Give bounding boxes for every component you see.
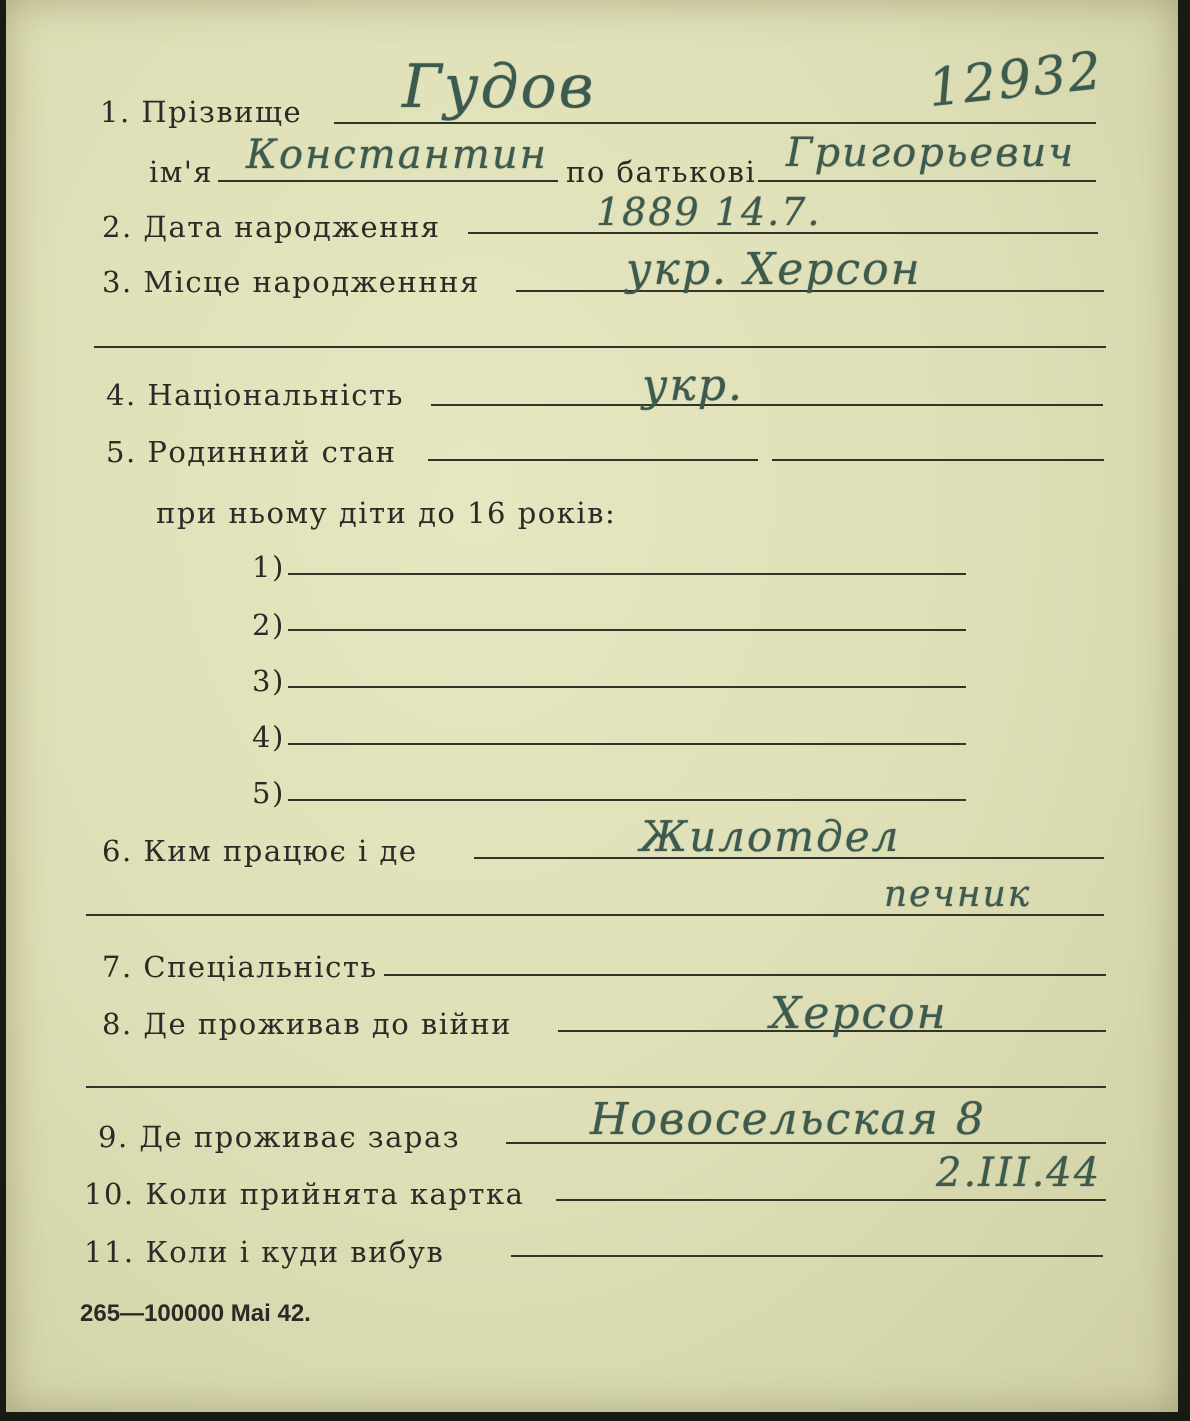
patronymic-label: по батькові [566,155,757,189]
child-3-line [288,686,966,688]
record-number: 12932 [925,40,1107,120]
family-status-line [428,459,758,461]
first-name-line [218,180,558,182]
family-status-label: 5. Родинний стан [106,435,397,469]
current-residence-label: 9. Де проживає зараз [98,1120,461,1154]
birth-date-value: 1889 14.7. [596,190,822,234]
patronymic-value: Григорьевич [786,130,1076,176]
current-residence-value: Новосельская 8 [590,1094,986,1145]
nationality-line [431,404,1103,406]
child-4-label: 4) [252,720,285,754]
first-name-value: Константин [246,132,548,178]
child-1-label: 1) [252,550,285,584]
first-name-label: ім'я [149,155,214,189]
nationality-value: укр. [642,360,744,411]
surname-value: Гудов [402,52,596,122]
child-3-label: 3) [252,664,285,698]
birth-place-line-2 [94,346,1106,348]
child-2-line [288,629,966,631]
prewar-residence-line-2 [86,1086,1106,1088]
prewar-residence-label: 8. Де проживав до війни [102,1007,512,1041]
specialty-label: 7. Спеціальність [102,950,378,984]
registration-card [6,0,1178,1412]
child-4-line [288,743,966,745]
print-run-footer: 265—100000 Mai 42. [80,1300,311,1327]
surname-label: 1. Прізвище [100,95,303,129]
birth-date-label: 2. Дата народження [102,210,441,244]
patronymic-line [758,180,1096,182]
child-2-label: 2) [252,608,285,642]
child-5-line [288,799,966,801]
child-1-line [288,573,966,575]
birth-place-value: укр. Херсон [626,244,922,295]
card-accepted-label: 10. Коли прийнята картка [84,1177,525,1211]
occupation-value: Жилотдел [640,812,901,861]
children-label: при ньому діти до 16 років: [156,496,617,530]
card-accepted-value: 2.III.44 [936,1150,1102,1196]
child-5-label: 5) [252,776,285,810]
surname-line [334,122,1096,124]
birth-place-label: 3. Місце народженння [102,265,480,299]
nationality-label: 4. Національність [106,378,404,412]
occupation-label: 6. Ким працює і де [102,834,418,868]
specialty-line [384,974,1106,976]
departure-line [511,1255,1103,1257]
family-status-line-2 [772,459,1104,461]
card-accepted-line [556,1199,1106,1201]
prewar-residence-value: Херсон [770,988,948,1039]
departure-label: 11. Коли і куди вибув [84,1235,445,1269]
occupation-value-2: печник [884,874,1032,915]
